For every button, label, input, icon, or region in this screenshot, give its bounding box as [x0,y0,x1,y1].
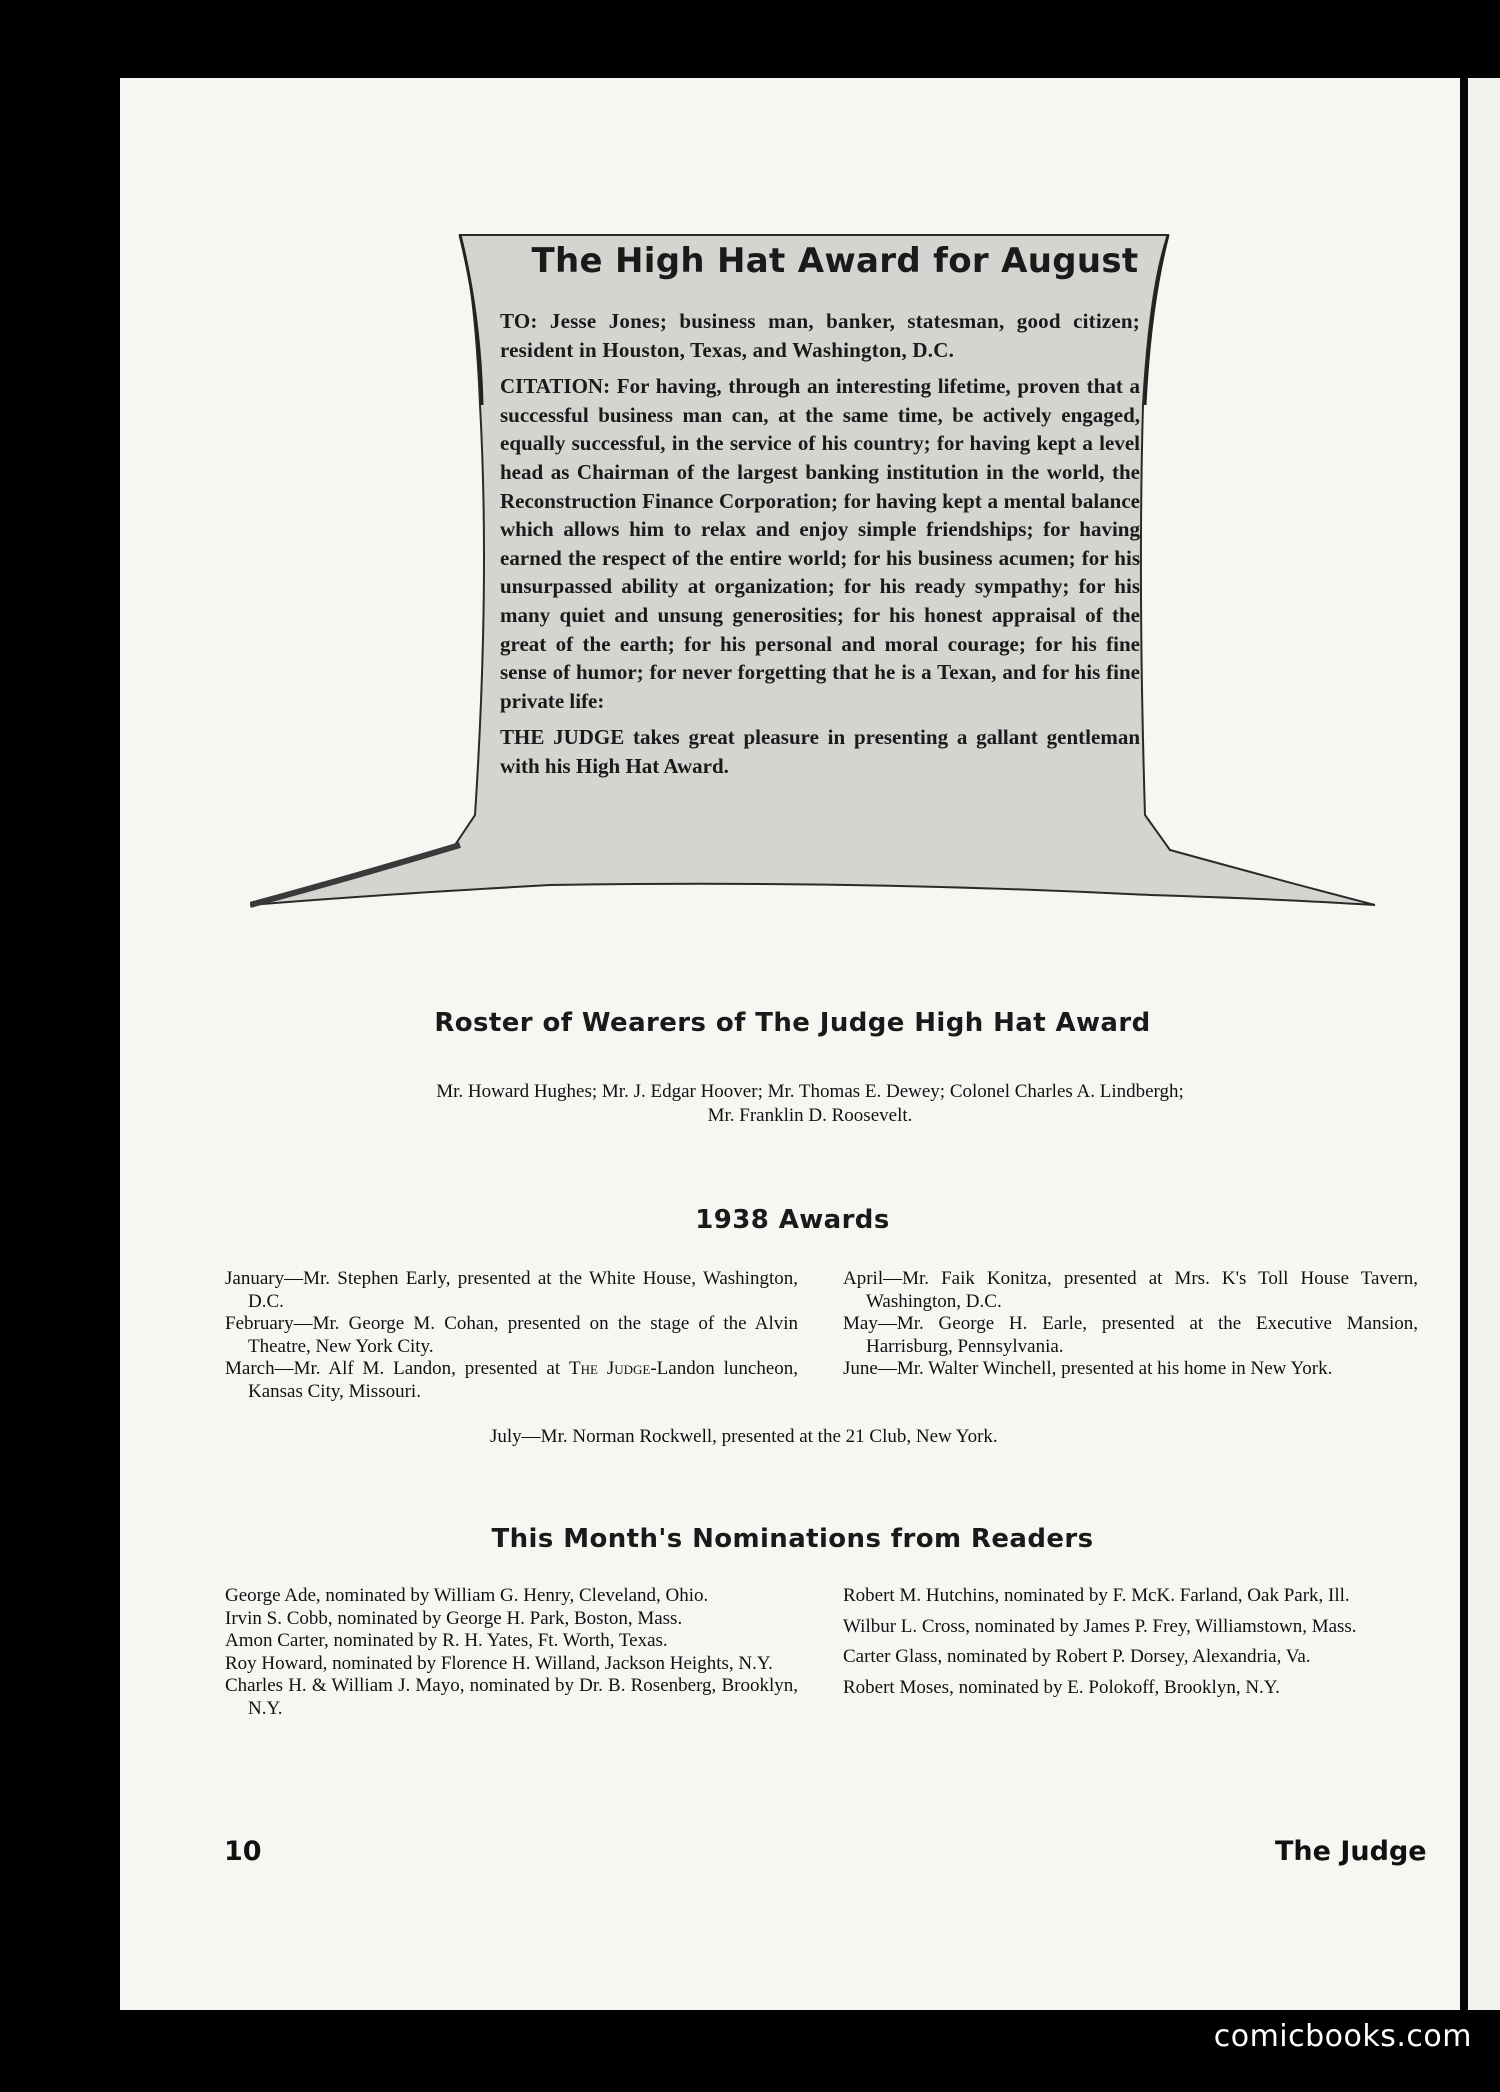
award-entry: June—Mr. Walter Winchell, presented at his home in New York. [843,1358,1333,1379]
awards-1938-heading: 1938 Awards [695,1205,890,1235]
roster-list [300,1080,1320,1128]
award-entry: February—Mr. George M. Cohan, presented on the stage of the Alvin Theatre, New York City. [225,1313,798,1357]
roster-line: Mr. Howard Hughes; Mr. J. Edgar Hoover; Mr. Thomas E. Dewey; Colonel Charles A. Lindbergh; [436,1081,1184,1102]
nomination-entry: Robert M. Hutchins, nominated by F. McK. Farland, Oak Park, Ill. [843,1585,1350,1606]
award-text [500,307,1140,789]
nomination-entry: Charles H. & William J. Mayo, nominated by Dr. B. Rosenberg, Brooklyn, N.Y. [225,1675,798,1719]
nomination-entry: Irvin S. Cobb, nominated by George H. Park, Boston, Mass. [225,1607,683,1629]
watermark: comicbooks.com [1213,2019,1472,2054]
award-recipient: TO: Jesse Jones; business man, banker, statesman, good citizen; resident in Houston, Texas, and Washington, D.C. [500,309,1140,362]
nominations-right-column [843,1585,1418,1699]
award-title: The High Hat Award for August [531,241,1139,281]
nominations-heading: This Month's Nominations from Readers [491,1524,1094,1554]
nomination-entry: George Ade, nominated by William G. Henry, Cleveland, Ohio. [225,1585,709,1606]
nomination-entry: Carter Glass, nominated by Robert P. Dorsey, Alexandria, Va. [843,1646,1311,1667]
awards-1938-right-column [843,1268,1418,1381]
nominations-left-column [225,1585,798,1720]
nomination-entry: Robert Moses, nominated by E. Polokoff, Brooklyn, N.Y. [843,1676,1280,1698]
page-number: 10 [224,1836,262,1867]
award-entry: March—Mr. Alf M. Landon, presented at The Judge-Landon luncheon, Kansas City, Missouri. [225,1358,799,1402]
nomination-entry: Roy Howard, nominated by Florence H. Willand, Jackson Heights, N.Y. [225,1652,773,1674]
page-gutter [1460,78,1468,2010]
high-hat-illustration [250,225,1380,925]
nomination-entry: Amon Carter, nominated by R. H. Yates, Ft. Worth, Texas. [225,1630,668,1651]
award-entry: January—Mr. Stephen Early, presented at the White House, Washington, D.C. [225,1268,798,1312]
roster-line: Mr. Franklin D. Roosevelt. [707,1105,913,1126]
roster-heading: Roster of Wearers of The Judge High Hat Award [434,1008,1151,1038]
magazine-name: The Judge [1275,1836,1427,1867]
award-entry-july: July—Mr. Norman Rockwell, presented at the 21 Club, New York. [490,1426,998,1447]
awards-1938-left-column [225,1268,798,1403]
nomination-entry: Wilbur L. Cross, nominated by James P. Frey, Williamstown, Mass. [843,1615,1357,1637]
award-entry: April—Mr. Faik Konitza, presented at Mrs. K's Toll House Tavern, Washington, D.C. [843,1268,1418,1312]
award-entry: May—Mr. George H. Earle, presented at the Executive Mansion, Harrisburg, Pennsylvania. [843,1313,1418,1357]
judge-smallcaps: The Judge [569,1358,651,1379]
adjacent-page-edge [1468,78,1500,2010]
award-closing: THE JUDGE takes great pleasure in presenting a gallant gentleman with his High Hat Award. [500,725,1140,778]
award-citation: CITATION: For having, through an interesting lifetime, proven that a successful business man can, at the same time, be actively engaged, equally successful, in the service of his country; for having kept a level head as Chairman of the largest banking institution in the world, the Reconstruction Finance Corporation; for having kept a mental balance which allows him to relax and enjoy simple friendships; for having earned the respect of the entire world; for his business acumen; for his unsurpassed ability at organization; for his ready sympathy; for his many quiet and unsung generosities; for his honest appraisal of the great of the earth; for his personal and moral courage; for his fine sense of humor; for never forgetting that he is a Texan, and for his fine private life: [500,374,1140,713]
